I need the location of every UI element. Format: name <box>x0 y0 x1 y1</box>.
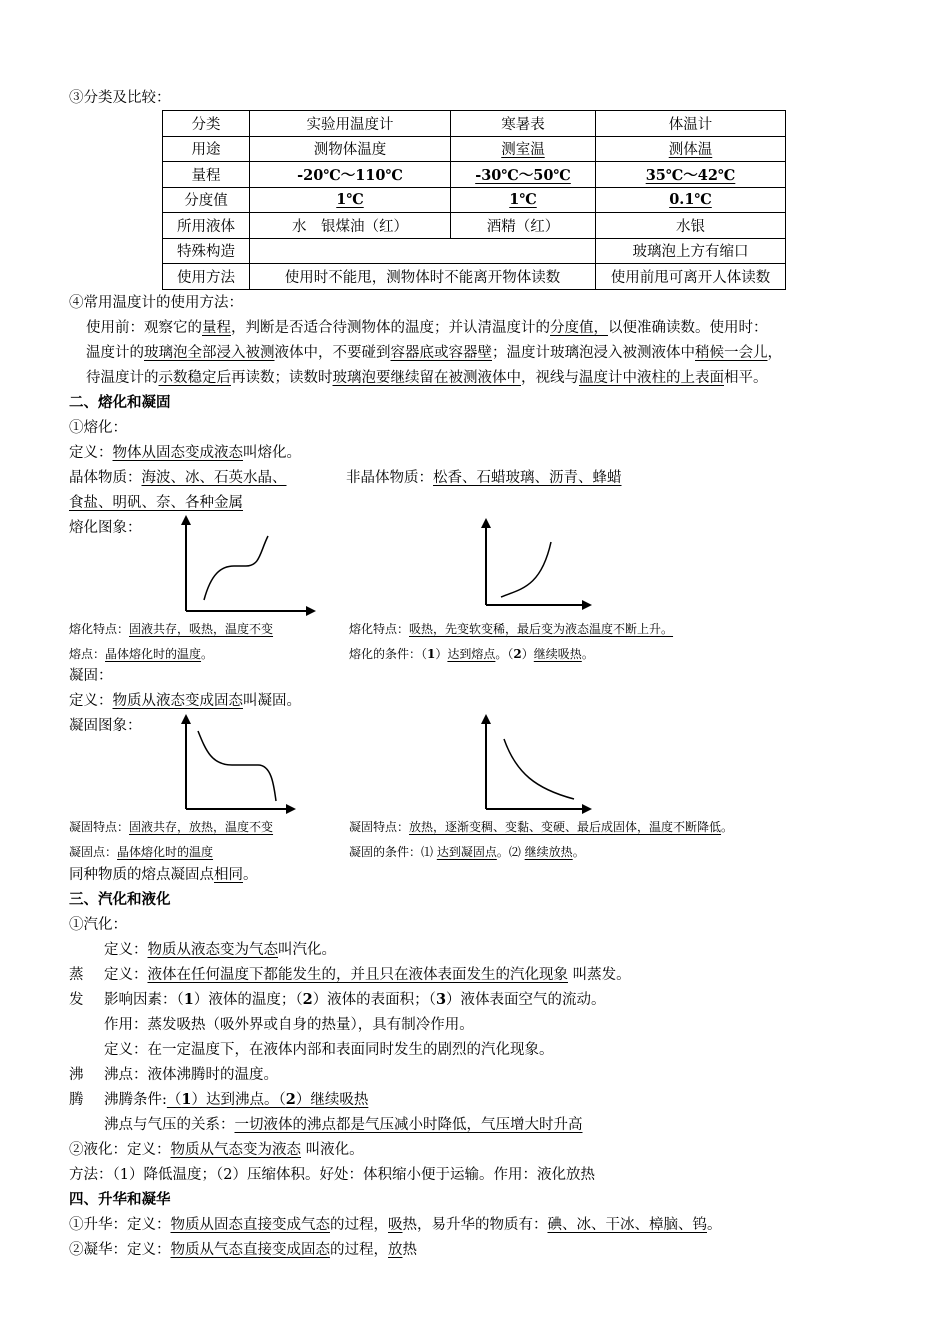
y-arrow <box>481 518 491 528</box>
text: 2 <box>285 1091 296 1108</box>
key-term: 晶体熔化时的温度 <box>117 845 214 859</box>
boiling-definition: 定义：在一定温度下，在液体内部和表面同时发生的剧烈的汽化现象。 <box>104 1042 554 1058</box>
row-label: 量程 <box>163 162 250 188</box>
text: ，视线与 <box>521 370 579 386</box>
key-term: 物质从固态直接变成气态 <box>170 1217 330 1233</box>
table-cell: 酒精（红） <box>451 213 596 239</box>
key-term: 晶体熔化时的温度 <box>105 647 202 661</box>
text: 影响因素：（ <box>104 992 184 1008</box>
table-cell <box>250 162 451 188</box>
key-term: 一切液体的沸点都是气压减小时降低，气压增大时升高 <box>234 1117 583 1133</box>
text: 定义： <box>69 693 113 709</box>
text: 熔化的条件：（ <box>349 647 428 661</box>
text: 2 <box>513 647 522 661</box>
text: 熔化特点： <box>349 622 410 636</box>
cell-value: -30℃～50℃ <box>475 166 571 184</box>
key-term: 相同 <box>214 867 243 883</box>
text: 。 <box>201 647 214 661</box>
table-cell: 玻璃泡上方有缩口 <box>596 238 786 264</box>
table-row <box>163 111 786 137</box>
section-heading: 四、升华和凝华 <box>69 1191 171 1208</box>
text: 。 <box>581 647 594 661</box>
key-term: 分度值， <box>550 320 608 336</box>
usage-paragraph-line <box>86 368 768 388</box>
text: 1 <box>183 991 194 1008</box>
table-cell: 使用时不能甩，测物体时不能离开物体读数 <box>250 264 596 290</box>
table-cell: 测物体温度 <box>250 136 451 162</box>
text: 叫蒸发。 <box>568 967 631 983</box>
deposition-definition <box>69 1240 417 1260</box>
key-term: 固液共存，放热，温度不变 <box>129 820 274 834</box>
text: 。 <box>572 845 585 859</box>
evaporation-definition <box>104 965 631 985</box>
evaporation-side-label: 蒸 <box>69 967 84 983</box>
text: 晶体物质： <box>69 470 142 486</box>
freezing-point <box>69 842 213 862</box>
boiling-side-label: 沸 <box>69 1067 84 1083</box>
key-term: 量程 <box>202 320 231 336</box>
melt-definition <box>69 443 301 463</box>
boiling-pressure-relation <box>104 1115 583 1135</box>
liquefaction-method: 方法：（1）降低温度；（2）压缩体积。好处：体积缩小便于运输。作用：液化放热 <box>69 1167 595 1183</box>
amorphous-freeze-feature <box>349 817 733 837</box>
crystal-freeze-feature <box>69 817 273 837</box>
text: 。（ <box>495 647 514 661</box>
boiling-condition <box>104 1090 368 1110</box>
melt-graph-label: 熔化图象： <box>69 520 142 536</box>
text: 定义： <box>69 445 113 461</box>
cell-value: 1℃ <box>336 191 364 209</box>
amorphous-melt-feature <box>349 619 673 639</box>
table-cell <box>451 162 596 188</box>
text: 熔点： <box>69 647 106 661</box>
text: 叫凝固。 <box>243 693 301 709</box>
vapor-heading: ①汽化： <box>69 917 127 933</box>
text: ）液体的表面积；（ <box>312 992 436 1008</box>
crystal-list-continued <box>69 493 243 513</box>
key-term: 食盐、明矾、奈、各种金属 <box>69 495 243 511</box>
table-row <box>163 187 786 213</box>
table-cell <box>596 162 786 188</box>
vapor-definition <box>104 940 336 960</box>
x-arrow <box>286 804 296 814</box>
text: ）液体的温度；（ <box>193 992 303 1008</box>
x-arrow <box>582 804 592 814</box>
text: 。 <box>707 1217 722 1233</box>
cell-value: 1℃ <box>509 191 537 209</box>
text: 相平。 <box>724 370 768 386</box>
cell-value: 测室温 <box>501 142 545 159</box>
text: 凝固的条件：⑴ <box>349 845 437 859</box>
text: 定义： <box>104 967 148 983</box>
key-term: 继续放热 <box>524 845 573 859</box>
text: ）达到沸点。（ <box>191 1092 286 1108</box>
boiling-point: 沸点：液体沸腾时的温度。 <box>104 1067 278 1083</box>
evaporation-factors <box>104 990 606 1010</box>
y-arrow <box>481 714 491 724</box>
text: 叫汽化。 <box>278 942 336 958</box>
text: 凝固特点： <box>349 820 410 834</box>
header-cell: 体温计 <box>596 111 786 137</box>
text: ；温度计玻璃泡浸入被测液体中 <box>492 345 695 361</box>
key-term: 放 <box>388 1242 403 1258</box>
text: 凝固特点： <box>69 820 130 834</box>
crystal-melting-graph <box>176 514 316 614</box>
text: 热 <box>402 1242 417 1258</box>
table-row <box>163 213 786 239</box>
key-term <box>167 1092 368 1108</box>
key-term: 液体在任何温度下都能发生的，并且只在液体表面发生的汽化现象 <box>147 967 568 983</box>
key-term: 物质从液态变为气态 <box>147 942 278 958</box>
classify-heading: ③分类及比较： <box>69 90 171 106</box>
cell-value: -20℃～110℃ <box>297 166 403 184</box>
usage-paragraph-line <box>86 343 782 363</box>
key-term: 容器底或容器壁 <box>390 345 492 361</box>
melt-condition <box>349 644 594 664</box>
table-row <box>163 238 786 264</box>
key-term: 玻璃泡要继续留在被测液体中 <box>332 370 521 386</box>
key-term: 吸热，先变软变稀，最后变为液态温度不断上升。 <box>409 622 674 636</box>
cell-value: 0.1℃ <box>669 191 712 209</box>
text: ）继续吸热 <box>295 1092 369 1108</box>
evaporation-effect: 作用：蒸发吸热（吸外界或自身的热量），具有制冷作用。 <box>104 1017 474 1033</box>
table-cell: 水银 <box>596 213 786 239</box>
header-cell: 分类 <box>163 111 250 137</box>
freezing-curve <box>504 739 574 799</box>
melting-curve <box>204 536 268 600</box>
thermometer-comparison-table <box>162 110 786 290</box>
text: 3 <box>435 991 447 1008</box>
text: 熔化特点： <box>69 622 130 636</box>
key-term: 物质从液态变成固态 <box>112 693 243 709</box>
table-cell <box>451 136 596 162</box>
text: 液体中，不要碰到 <box>274 345 391 361</box>
crystal-list <box>69 468 287 488</box>
text: 以便准确读数。使用时： <box>608 320 768 336</box>
freeze-graph-label: 凝固图象： <box>69 718 142 734</box>
text: ） <box>435 647 448 661</box>
sublimation-definition <box>69 1215 722 1235</box>
y-arrow <box>181 515 191 525</box>
text: 叫液化。 <box>301 1142 364 1158</box>
key-term: 吸 <box>388 1217 403 1233</box>
text: ②液化：定义： <box>69 1142 171 1158</box>
amorphous-freezing-graph <box>476 713 592 813</box>
text: 叫熔化。 <box>243 445 301 461</box>
table-cell: 使用前甩可离开人体读数 <box>596 264 786 290</box>
melting-point <box>69 644 213 664</box>
key-term: 达到凝固点 <box>436 845 497 859</box>
boiling-side-label: 腾 <box>69 1092 84 1108</box>
table-cell: 水 银煤油（红） <box>250 213 451 239</box>
text: 。 <box>243 867 258 883</box>
text: 2 <box>302 991 313 1008</box>
key-term: 稍候一会儿 <box>695 345 768 361</box>
table-cell <box>250 238 596 264</box>
same-point-note <box>69 865 258 885</box>
text: 凝固点： <box>69 845 118 859</box>
text: 再读数；读数时 <box>231 370 333 386</box>
table-cell <box>250 187 451 213</box>
melt-heading: ①熔化： <box>69 420 127 436</box>
x-arrow <box>306 606 316 616</box>
table-row <box>163 264 786 290</box>
key-term: 物质从气态变为液态 <box>170 1142 301 1158</box>
section-heading: 二、熔化和凝固 <box>69 394 171 411</box>
crystal-melt-feature <box>69 619 273 639</box>
text: 沸腾条件: <box>104 1092 167 1108</box>
key-term: 放热，逐渐变稠、变黏、变硬、最后成固体，温度不断降低 <box>409 820 722 834</box>
key-term: 物体从固态变成液态 <box>112 445 243 461</box>
text: ，判断是否适合待测物体的温度；并认清温度计的 <box>231 320 550 336</box>
text: 待温度计的 <box>86 370 159 386</box>
freeze-heading: 凝固： <box>69 668 113 684</box>
header-cell: 寒暑表 <box>451 111 596 137</box>
text: 1 <box>181 1091 192 1108</box>
noncrystal-list <box>346 468 622 488</box>
text: 温度计的 <box>86 345 144 361</box>
key-term: 达到熔点 <box>447 647 496 661</box>
key-term: 固液共存，吸热，温度不变 <box>129 622 274 636</box>
key-term: 碘、冰、干冰、樟脑、钨 <box>547 1217 707 1233</box>
text: 热，易升华的物质有： <box>402 1217 548 1233</box>
text: 定义： <box>104 942 148 958</box>
text: 同种物质的熔点凝固点 <box>69 867 214 883</box>
row-label: 使用方法 <box>163 264 250 290</box>
section-heading: 三、汽化和液化 <box>69 891 171 908</box>
text: （ <box>166 1092 182 1108</box>
text: 的过程， <box>330 1242 388 1258</box>
row-label: 特殊构造 <box>163 238 250 264</box>
text: 沸点与气压的关系： <box>104 1117 235 1133</box>
cell-value: 35℃～42℃ <box>645 166 736 184</box>
text: 非晶体物质： <box>346 470 433 486</box>
header-cell: 实验用温度计 <box>250 111 451 137</box>
text: 。⑵ <box>496 845 525 859</box>
text: ②凝华：定义： <box>69 1242 171 1258</box>
text: 。 <box>721 820 734 834</box>
freezing-curve <box>198 731 276 801</box>
x-arrow <box>582 600 592 610</box>
freeze-condition <box>349 842 585 862</box>
evaporation-side-label: 发 <box>69 992 84 1008</box>
usage-paragraph-line <box>86 318 768 338</box>
table-cell <box>451 187 596 213</box>
key-term: 松香、石蜡玻璃、沥青、蜂蜡 <box>433 470 622 486</box>
key-term: 玻璃泡全部浸入被测 <box>144 345 275 361</box>
table-cell <box>596 187 786 213</box>
cell-value: 测体温 <box>668 142 713 159</box>
key-term: 继续吸热 <box>533 647 582 661</box>
row-label: 分度值 <box>163 187 250 213</box>
key-term: 示数稳定后 <box>158 370 231 386</box>
text: 1 <box>427 647 436 661</box>
text: ， <box>767 345 782 361</box>
row-label: 用途 <box>163 136 250 162</box>
text: ）液体表面空气的流动。 <box>446 992 606 1008</box>
text: ①升华：定义： <box>69 1217 171 1233</box>
table-row <box>163 136 786 162</box>
text: 使用前：观察它的 <box>86 320 202 336</box>
crystal-freezing-graph <box>176 713 296 813</box>
text: ） <box>521 647 534 661</box>
key-term: 海波、冰、石英水晶、 <box>141 470 287 486</box>
y-arrow <box>181 714 191 724</box>
text: 的过程， <box>330 1217 388 1233</box>
amorphous-melting-graph <box>476 517 592 611</box>
table-cell <box>596 136 786 162</box>
liquefaction-definition <box>69 1140 364 1160</box>
freeze-definition <box>69 691 301 711</box>
key-term: 物质从气态直接变成固态 <box>170 1242 330 1258</box>
table-row <box>163 162 786 188</box>
melting-curve <box>501 542 551 597</box>
usage-heading: ④常用温度计的使用方法： <box>69 295 243 311</box>
row-label: 所用液体 <box>163 213 250 239</box>
key-term: 温度计中液柱的上表面 <box>579 370 724 386</box>
